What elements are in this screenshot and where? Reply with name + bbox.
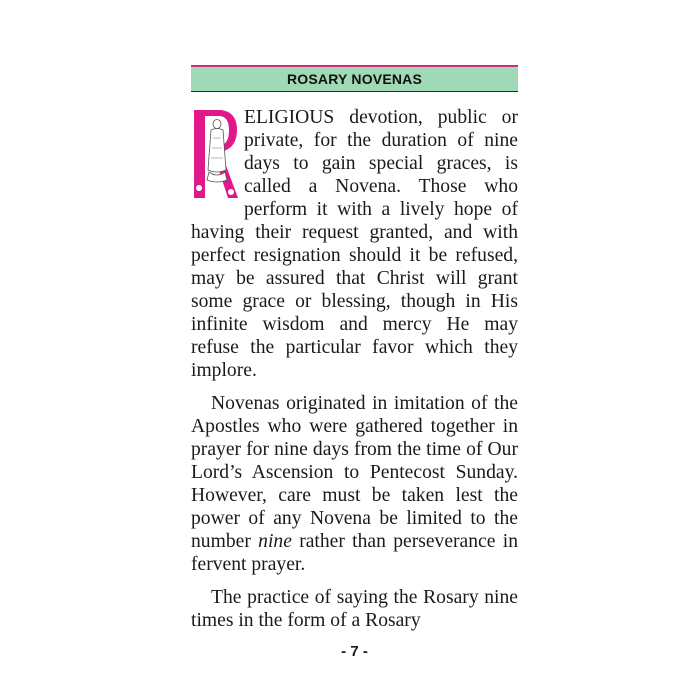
- paragraph-3-text: The practice of saying the Rosary nine times in the form of a Rosary: [191, 587, 518, 631]
- section-header-bar: [191, 65, 518, 92]
- page-number: - 7 -: [341, 643, 368, 660]
- paragraph-1: [191, 106, 518, 382]
- illuminated-dropcap-r: [191, 108, 239, 200]
- paragraph-2: [191, 392, 518, 576]
- paragraph-1-text: ELIGIOUS devotion, public or private, for the duration of nine days to gain special graces, is called a Novena. Those who perform it with a lively hope of having their request granted, and with perfect resignation should it be refused, may be assured that Christ will grant some grace or blessing, though in His infinite wisdom and mercy He may refuse the particular favor which they implore.: [191, 107, 518, 381]
- book-page: [191, 65, 518, 660]
- paragraph-2-text-a: Novenas originated in imitation of the Apostles who were gathered together in prayer for nine days from the time of Our Lord’s Ascension to Pentecost Sunday. However, care must be taken lest the power of any Novena be limited to the number: [191, 393, 518, 552]
- body-text: [191, 106, 518, 632]
- paragraph-3: [191, 586, 518, 632]
- section-title: ROSARY NOVENAS: [286, 71, 423, 87]
- paragraph-2-text-b: rather than perseverance in fervent prayer.: [191, 531, 518, 575]
- paragraph-2-italic: nine: [258, 531, 292, 552]
